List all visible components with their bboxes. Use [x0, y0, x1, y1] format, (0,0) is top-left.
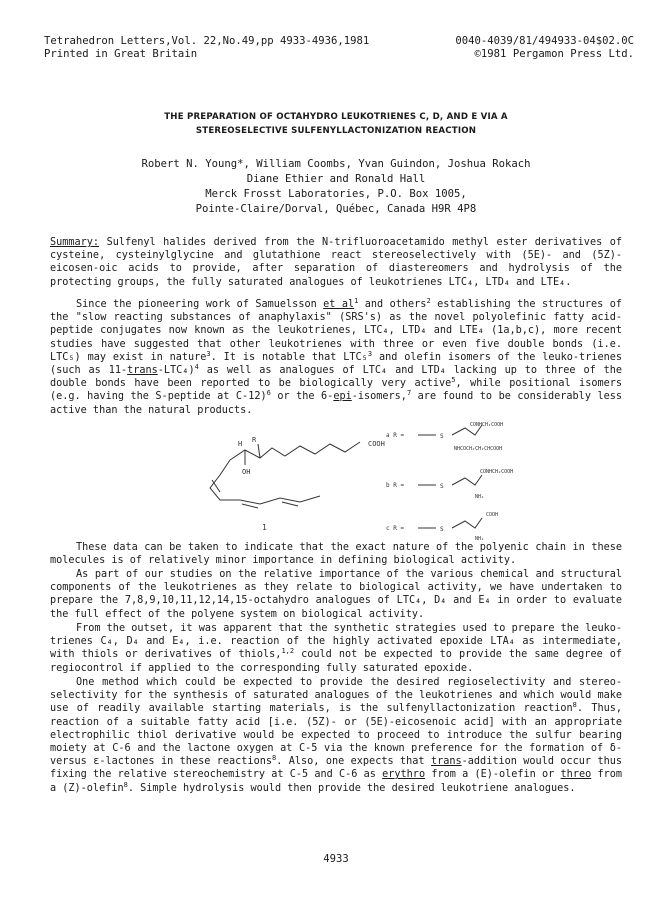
c-top: COOH [486, 512, 499, 518]
b-top: CONHCH₂COOH [480, 469, 514, 475]
b-nh2: NH₂ [475, 494, 485, 500]
p1-et-al: et al [323, 299, 355, 310]
title-line-2: STEREOSELECTIVE SULFENYLLACTONIZATION REACTION [195, 126, 477, 136]
p1-text-k: are found to be considerably less active than the natural products. [50, 391, 623, 416]
p4-text-b: could not be expected to provide the same degree of regiocontrol if applied to the corresponding fully saturated epoxide. [50, 649, 623, 674]
journal-citation: Tetrahedron Letters,Vol. 22,No.49,pp 4933-4936,1981 [44, 35, 370, 47]
p1-text-f: -LTC₄) [157, 365, 195, 377]
ref-8c: 8 [123, 780, 128, 789]
a-top: CONHCH₂COOH [470, 422, 504, 428]
summary-text: Sulfenyl halides derived from the N-trifluoroacetamido methyl ester derivatives of cysteine, cysteinylglycine and glutathione react stereoselectively with (5E)- and (5Z)-eicosen-oic acids to provide, after separation of diastereomers and hydrolysis of the protecting groups, the fully saturated analogues of leukotrienes LTC₄, LTD₄ and LTE₄. [50, 237, 622, 288]
issn-code: 0040-4039/81/494933-04$02.0C [455, 35, 634, 47]
p5-threo: threo [560, 769, 592, 781]
structure-skeleton [210, 425, 485, 528]
paragraph-3 [50, 568, 622, 621]
p1-text-i: or the 6- [270, 391, 334, 403]
ref-4: 4 [194, 363, 199, 372]
p5-text-f: from a (Z)-olefin [50, 769, 622, 794]
oh-label: OH [242, 468, 251, 476]
polyene-chain [210, 460, 320, 504]
summary-label: Summary: [50, 237, 100, 248]
paragraph-2 [50, 541, 622, 567]
p5-text-d: -addition would occur thus fixing the relative stereochemistry at C-5 and C-6 as [50, 756, 622, 781]
ref-8b: 8 [271, 754, 277, 763]
double-bond-2 [242, 504, 258, 508]
p5-text-a: One method which could be expected to provide the desired regioselectivity and stereo-selectivity for the synthesis of saturated analogues of the leukotrienes and which would make use of readily available starting materials, is the sulfenyllactonization reaction [50, 677, 622, 715]
b-s: S [440, 483, 444, 490]
a-s: S [440, 433, 444, 440]
p1-text-g: as well as analogues of LTC₄ and LTD₄ lacking up to three of the double bonds have been reported to be biologically very active [50, 365, 622, 390]
summary [50, 236, 622, 289]
leukotriene-structure-figure [190, 420, 630, 540]
p1-text-h: , while positional isomers (e.g. having the S-peptide at C-12) [50, 378, 622, 403]
ref-6: 6 [266, 389, 271, 398]
ref-8a: 8 [572, 701, 577, 710]
compound-number: 1 [262, 523, 267, 532]
p5-erythro: erythro [382, 769, 426, 781]
p5-text-b: . Thus, reaction of a suitable fatty acid [i.e. (5Z)- or (5E)-eicosenoic acid] with an appropriate electrophilic thiol derivative would be expected to proceed to introduce the sulfur bearing moiety at C-6 and the lactone oxygen at C-5 via the known preference for the formation of δ-versus ε-lactones in these reactions [50, 703, 622, 768]
author-block [60, 157, 612, 217]
ref-3b: 3 [367, 349, 373, 358]
affiliation-2: Pointe-Claire/Dorval, Québec, Canada H9R 4P8 [195, 203, 477, 215]
paragraph-1 [50, 298, 622, 417]
ref-2: 2 [426, 297, 431, 305]
paragraph-4 [50, 622, 622, 675]
c-chain [452, 518, 482, 528]
copyright: ©1981 Pergamon Press Ltd. [474, 48, 634, 60]
page-number: 4933 [323, 853, 349, 865]
paragraph-5 [50, 676, 622, 795]
c-s: S [440, 526, 444, 533]
p1-text-d: . It is notable that LTC₅ [210, 351, 368, 363]
a-bottom: NHCOCH₂CH₂CHCOOH [454, 446, 503, 452]
ref-7: 7 [406, 389, 412, 398]
p1-text-a: Since the pioneering work of Samuelsson [76, 299, 324, 310]
author-names-2: Diane Ethier and Ronald Hall [246, 173, 426, 185]
p5-text-g: . Simple hydrolysis would then provide the desired leukotriene analogues. [127, 782, 576, 794]
r-bond [258, 444, 260, 458]
c-nh2: NH₂ [475, 536, 485, 540]
p2-text: These data can be taken to indicate that the exact nature of the polyenic chain in these molecules is of relatively minor importance in defining biological activity. [50, 542, 622, 567]
p1-text-j: -isomers, [351, 391, 407, 403]
b-chain [452, 475, 482, 485]
p5-trans: trans [430, 756, 462, 768]
ref-5: 5 [451, 376, 456, 385]
double-bond-3 [282, 502, 298, 506]
h-label: H [238, 440, 243, 448]
p1-text-b: and others [358, 299, 427, 310]
ref-3: 3 [206, 349, 211, 358]
r-label: R [252, 436, 257, 444]
ref-1-2: 1,2 [281, 647, 295, 656]
p4-text-a: From the outset, it was apparent that the synthetic strategies used to prepare the leuko-trienes C₄, D₄ and E₄, i.e. reaction of the highly activated epoxide LTA₄ as intermediate, with thiols or derivatives of thiols, [50, 623, 622, 661]
p5-text-e: from a (E)-olefin or [425, 769, 561, 781]
ref-1: 1 [354, 297, 359, 305]
cooh-label: COOH [368, 440, 385, 448]
title-line-1: THE PREPARATION OF OCTAHYDRO LEUKOTRIENES C, D, AND E VIA A [164, 112, 508, 122]
author-names-1: Robert N. Young*, William Coombs, Yvan Guindon, Joshua Rokach [141, 158, 531, 170]
b-label: b R = [386, 482, 405, 489]
a-label: a R = [386, 432, 405, 439]
double-bond-1 [212, 480, 220, 492]
printed-in: Printed in Great Britain [44, 48, 198, 60]
paper-title [60, 110, 612, 138]
p1-text-e: and olefin isomers of the leuko-trienes (such as 11- [50, 351, 622, 377]
p1-trans: trans [127, 365, 158, 377]
acid-chain [230, 442, 360, 460]
p3-text: As part of our studies on the relative importance of the various chemical and structural components of the leukotrienes as they relate to biological activity, we have undertaken to prepare the 7,8,9,10,11,12,14,15-octahydro analogues of LTC₄, D₄ and E₄ in order to evaluate the full effect of the polyene system on biological activity. [50, 569, 622, 620]
p5-text-c: . Also, one expects that [276, 756, 431, 768]
journal-header [44, 35, 634, 61]
c-label: c R = [386, 525, 405, 532]
p1-text-c: establishing the structures of the "slow reacting substances of anaphylaxis" (SRS's) as the novel polyolefinic fatty acid-peptide conjugates now known as the leukotrienes, LTC₄, LTD₄ and LTE₄ (1a,b,c), more recent studies have suggested that other leukotrienes with three or even five double bonds (i.e. LTC₅) may exist in nature [50, 299, 623, 363]
affiliation-1: Merck Frosst Laboratories, P.O. Box 1005, [205, 188, 467, 200]
p1-epi: epi [333, 391, 352, 403]
